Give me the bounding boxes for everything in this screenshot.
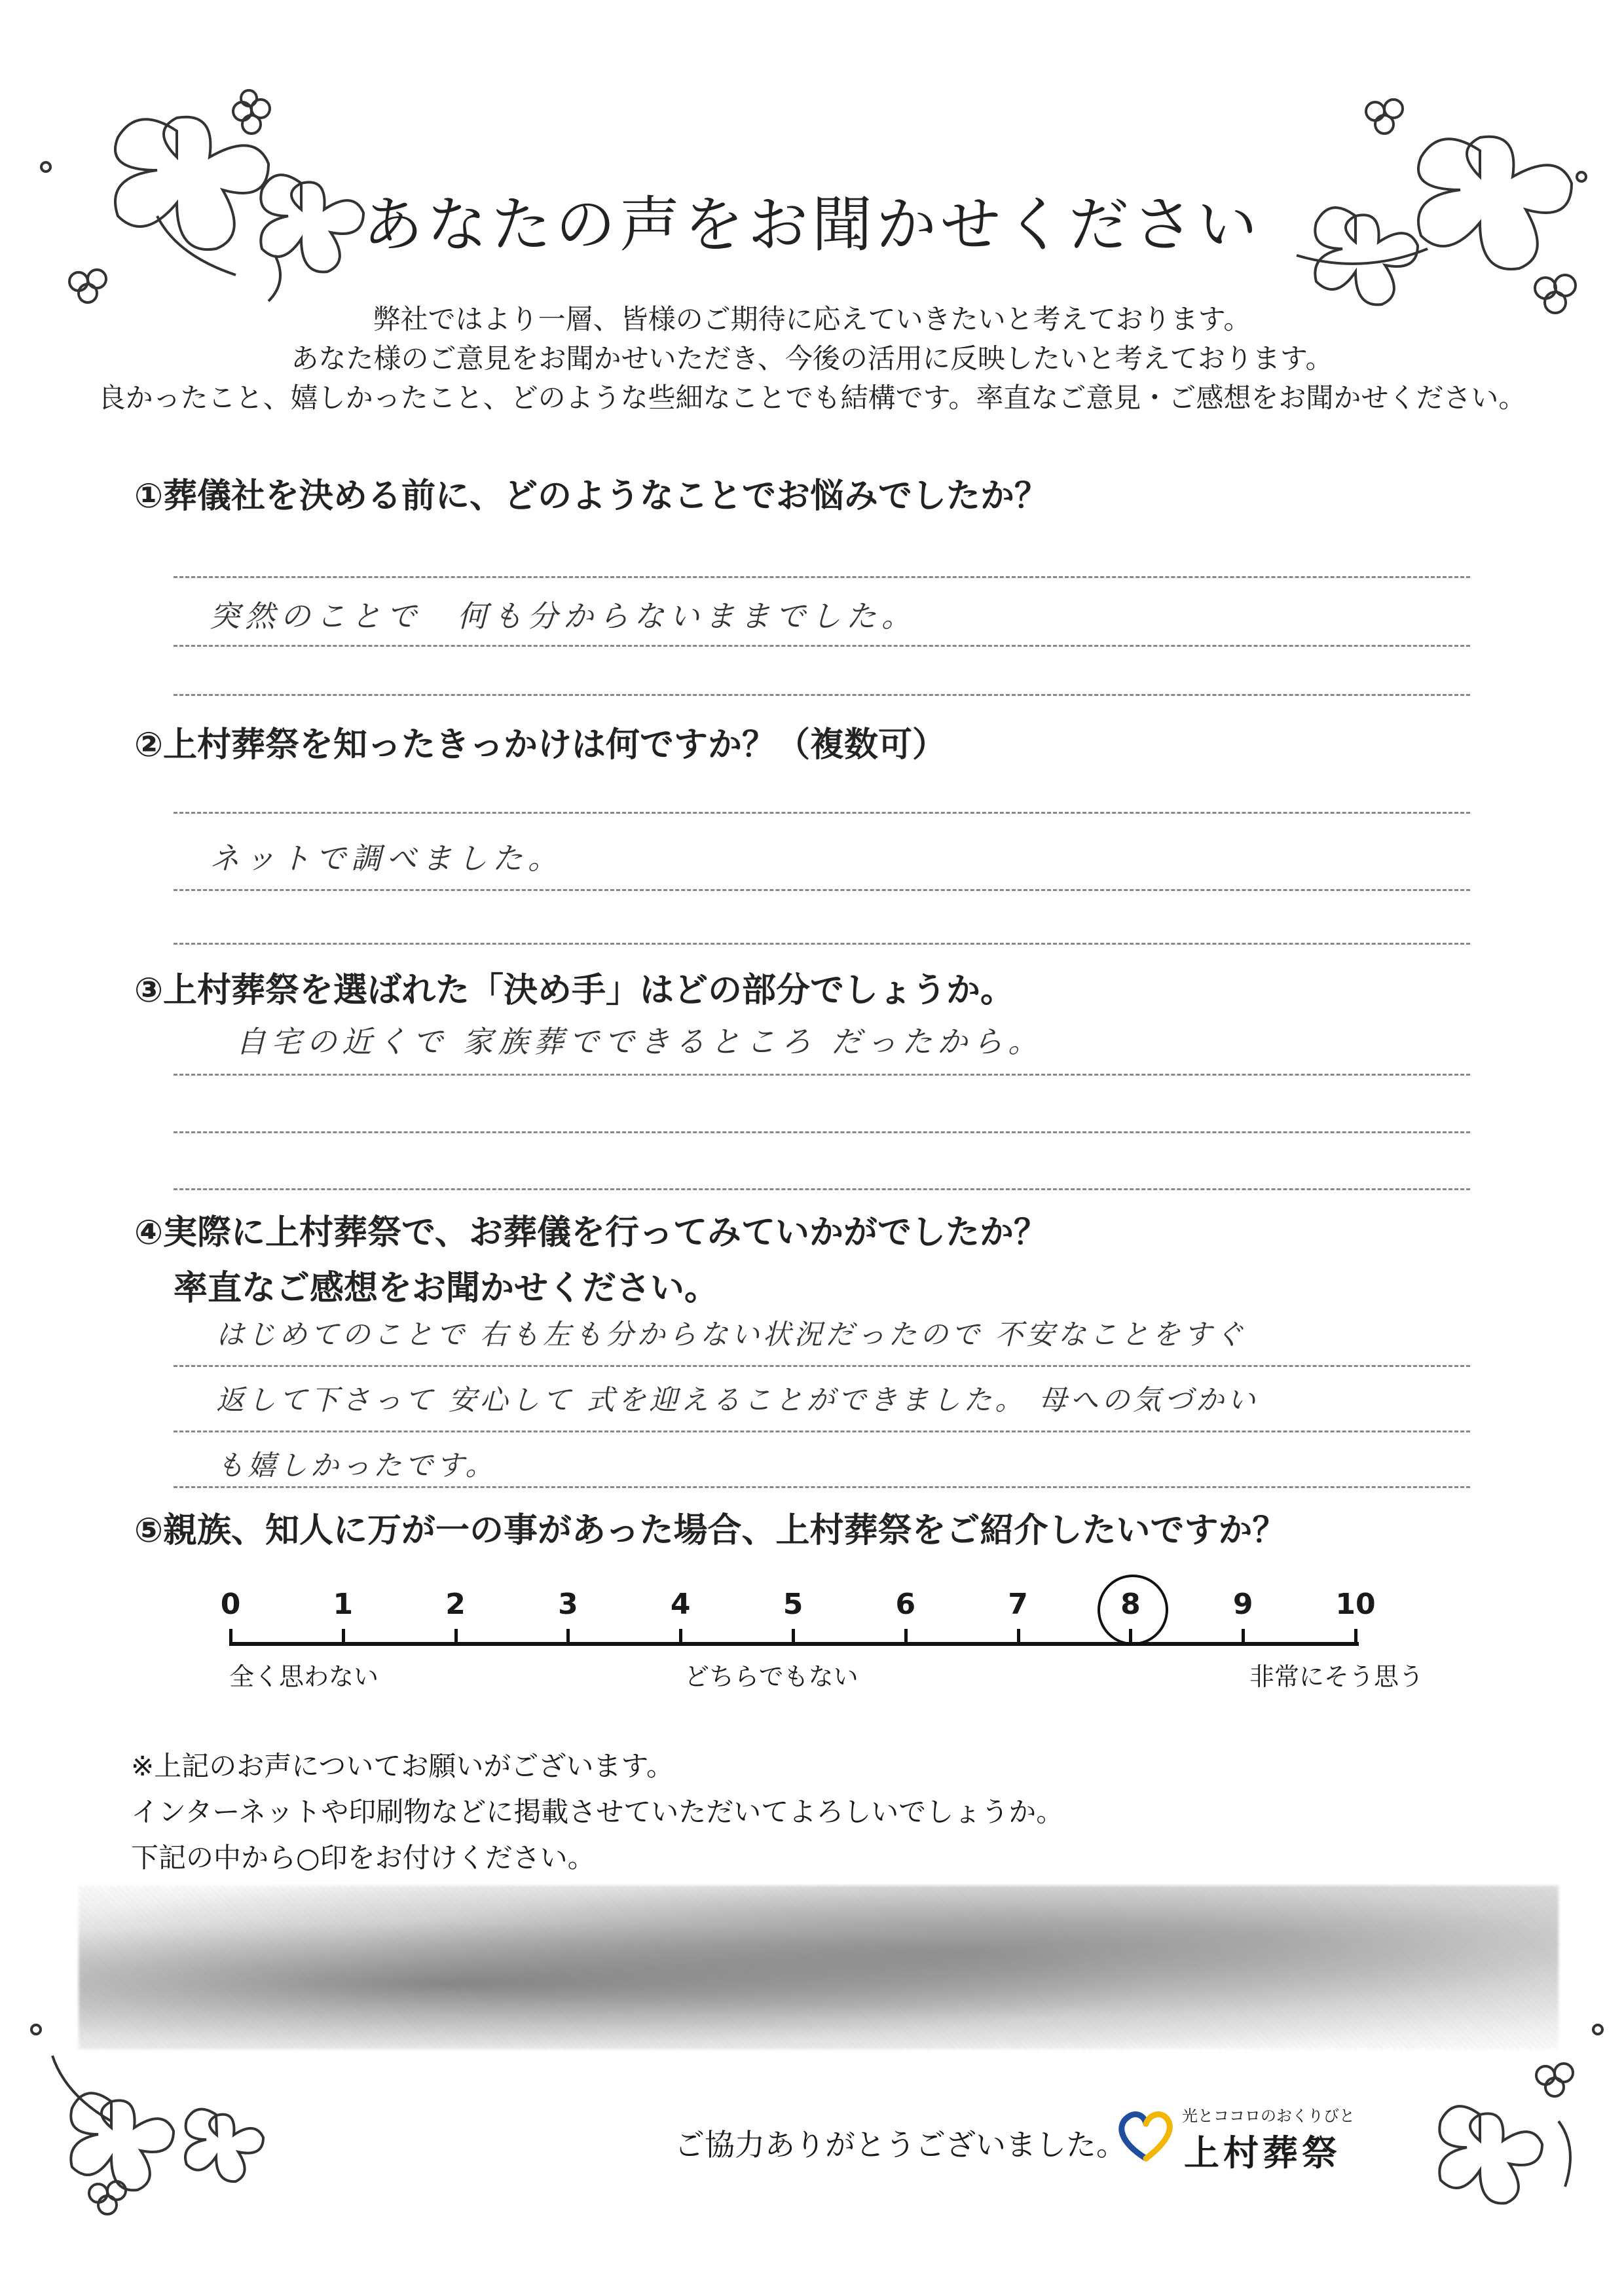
thanks-message: ご協力ありがとうございました。 bbox=[674, 2127, 1126, 2162]
question-5-label: ⑤親族、知人に万が一の事があった場合、上村葬祭をご紹介したいですか？ bbox=[134, 1511, 1287, 1550]
page-title: あなたの声をお聞かせください bbox=[362, 190, 1261, 260]
question-4-answer-line-2: 返して下さって 安心して 式を迎えることができました。 母への気づかい bbox=[216, 1384, 1259, 1417]
answer-rule bbox=[174, 694, 1470, 696]
question-3-answer: 自宅の近くで 家族葬でできるところ だったから。 bbox=[236, 1024, 1044, 1059]
question-4-label-line-2: 率直なご感想をお聞かせください。 bbox=[174, 1269, 719, 1308]
selected-rating-circle bbox=[1098, 1575, 1168, 1645]
scale-number-9: 9 bbox=[1232, 1588, 1253, 1621]
logo-name: 上村葬祭 bbox=[1184, 2132, 1341, 2174]
scale-tick bbox=[342, 1629, 345, 1646]
scale-tick bbox=[904, 1629, 908, 1646]
answer-rule bbox=[174, 812, 1470, 814]
question-2-label: ②上村葬祭を知ったきっかけは何ですか？（複数可） bbox=[134, 725, 947, 765]
scale-tick bbox=[1354, 1629, 1357, 1646]
answer-rule bbox=[174, 1365, 1470, 1367]
scale-label-high: 非常にそう思う bbox=[1249, 1662, 1424, 1691]
answer-rule bbox=[174, 576, 1470, 578]
scale-tick bbox=[454, 1629, 458, 1646]
scale-tick bbox=[792, 1629, 795, 1646]
intro-line-1: 弊社ではより一層、皆様のご期待に応えていきたいと考えております。 bbox=[373, 303, 1251, 335]
question-1-label: ①葬儀社を決める前に、どのようなことでお悩みでしたか？ bbox=[134, 477, 1049, 516]
answer-rule bbox=[174, 645, 1470, 647]
scale-number-7: 7 bbox=[1008, 1588, 1028, 1621]
scale-number-3: 3 bbox=[558, 1588, 578, 1621]
scale-number-6: 6 bbox=[895, 1588, 916, 1621]
answer-rule bbox=[174, 1486, 1470, 1488]
note-line-1: ※上記のお声についてお願いがございます。 bbox=[131, 1750, 674, 1782]
answer-rule bbox=[174, 1074, 1470, 1076]
answer-rule bbox=[174, 1131, 1470, 1133]
answer-rule bbox=[174, 1430, 1470, 1432]
question-2-answer: ネットで調べました。 bbox=[210, 841, 563, 876]
scale-number-5: 5 bbox=[783, 1588, 803, 1621]
note-line-2: インターネットや印刷物などに掲載させていただいてよろしいでしょうか。 bbox=[131, 1796, 1064, 1828]
scale-tick bbox=[1242, 1629, 1245, 1646]
intro-line-2: あなた様のご意見をお聞かせいただき、今後の活用に反映したいと考えております。 bbox=[291, 342, 1333, 374]
scale-number-4: 4 bbox=[670, 1588, 691, 1621]
answer-rule bbox=[174, 889, 1470, 891]
scale-number-1: 1 bbox=[333, 1588, 354, 1621]
question-4-answer-line-1: はじめてのことで 右も左も分からない状況だったので 不安なことをすぐ bbox=[216, 1319, 1247, 1351]
scale-tick bbox=[229, 1629, 232, 1646]
answer-rule bbox=[174, 1188, 1470, 1190]
scale-number-0: 0 bbox=[220, 1588, 241, 1621]
question-1-answer: 突然のことで 何も分からないままでした。 bbox=[210, 598, 917, 634]
note-line-3: 下記の中から○印をお付けください。 bbox=[131, 1842, 595, 1874]
scale-label-mid: どちらでもない bbox=[684, 1662, 858, 1691]
redacted-area bbox=[79, 1886, 1559, 2049]
logo-tagline: 光とココロのおくりびと bbox=[1182, 2107, 1355, 2125]
scale-number-10: 10 bbox=[1335, 1588, 1376, 1621]
scale-number-2: 2 bbox=[445, 1588, 466, 1621]
scale-tick bbox=[679, 1629, 682, 1646]
scale-label-low: 全く思わない bbox=[229, 1662, 379, 1691]
scale-tick bbox=[566, 1629, 570, 1646]
question-4-answer-line-3: も嬉しかったです。 bbox=[216, 1449, 497, 1482]
scale-number-8: 8 bbox=[1120, 1588, 1141, 1621]
heart-logo-icon bbox=[1113, 2103, 1179, 2168]
intro-line-3: 良かったこと、嬉しかったこと、どのような些細なことでも結構です。率直なご意見・ご感想をお聞かせください。 bbox=[98, 382, 1526, 414]
question-4-label-line-1: ④実際に上村葬祭で、お葬儀を行ってみていかがでしたか？ bbox=[134, 1213, 1048, 1252]
answer-rule bbox=[174, 943, 1470, 945]
question-3-label: ③上村葬祭を選ばれた「決め手」はどの部分でしょうか。 bbox=[134, 971, 1015, 1010]
scale-tick bbox=[1017, 1629, 1020, 1646]
